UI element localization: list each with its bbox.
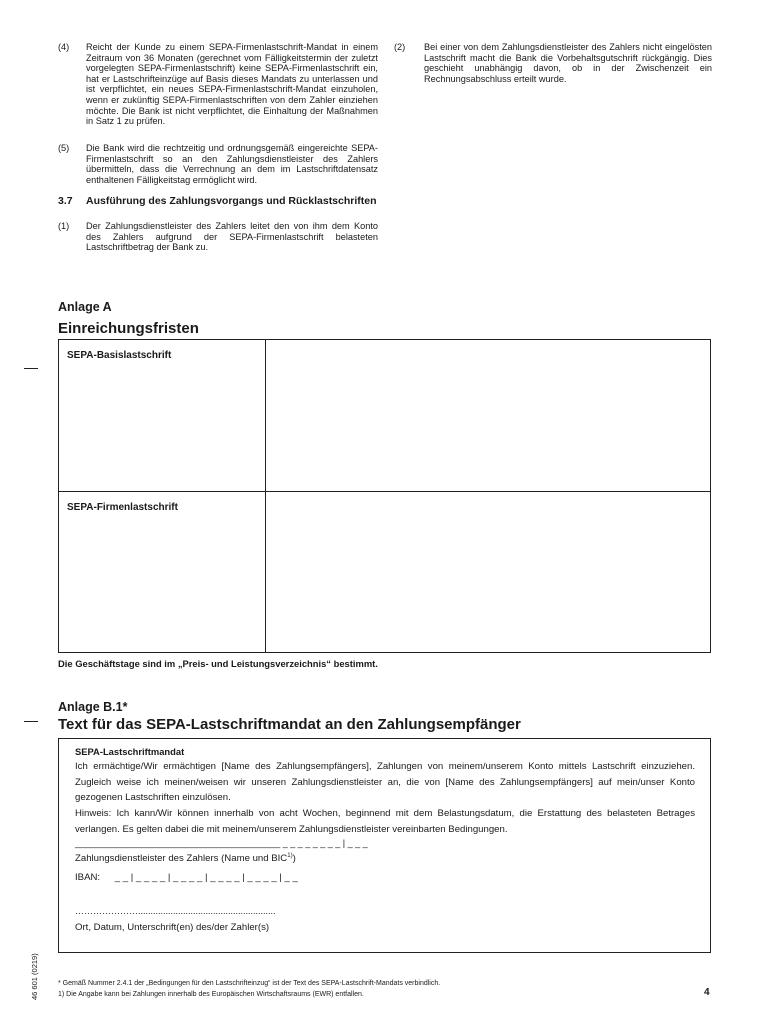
- anlage-a-label: Anlage A: [58, 300, 112, 314]
- margin-fold-mark: [24, 368, 38, 369]
- section-heading-3-7: [58, 195, 378, 207]
- anlage-a-title: Einreichungsfristen: [58, 320, 199, 337]
- item-text: Reicht der Kunde zu einem SEPA-Firmenlastschrift-Mandat in einem Zeitraum von 36 Monaten (gerechnet vom Fälligkeitstermin der zuletzt vorgelegten SEPA-Firmenlastschrift) keine SEPA-Firmenlastschrift ein, hat er Lastschrifteinzüge auf Basis dieses Mandats zu unterlassen und ist verpflichtet, ein neues SEPA-Firmenlastschrift-Mandat einzuholen, wenn er zukünftig SEPA-Firmenlastschriften von dem Zahler einziehen möchte. Die Bank ist nicht verpflichtet, die Einhaltung der Maßnahmen in Satz 1 zu prüfen.: [86, 42, 378, 127]
- mandat-box-title: SEPA-Lastschriftmandat: [75, 746, 185, 757]
- signature-dotted-line: ………………….......................................................: [75, 906, 276, 916]
- item-number: (1): [58, 221, 70, 231]
- footnote-1: 1) Die Angabe kann bei Zahlungen innerhalb des Europäischen Wirtschaftsraums (EWR) entfallen.: [58, 991, 364, 998]
- item-text: Bei einer von dem Zahlungsdienstleister des Zahlers nicht eingelösten Lastschrift macht die Bank die Vorbehaltsgutschrift rückgängig. Dies geschieht unabhängig davon, ob in der Zwischenzeit ein Rechnungsabschluss erteilt wurde.: [424, 42, 712, 84]
- item-number: (4): [58, 42, 70, 52]
- margin-fold-mark: [24, 721, 38, 722]
- row-value-basislastschrift: [266, 340, 711, 492]
- bic-entry-line: _________________________________________ _ _ _ _ _ _ _ _ | _ _ _: [75, 838, 368, 848]
- einreichungsfristen-table: [58, 339, 711, 653]
- bic-field-label: Zahlungsdienstleister des Zahlers (Name und BIC$^{1)}$): [75, 853, 296, 865]
- item-text: Der Zahlungsdienstleister des Zahlers leitet den von ihm dem Konto des Zahlers aufgrund der SEPA-Firmenlastschrift belasteten Lastschriftbetrag der Bank zu.: [86, 221, 378, 253]
- iban-field: [75, 870, 695, 886]
- iban-entry-pattern: _ _ | _ _ _ _ | _ _ _ _ | _ _ _ _ | _ _ _ _ | _ _: [114, 872, 298, 883]
- paragraph-item-2: [394, 42, 712, 84]
- paragraph-item-1: [58, 221, 378, 253]
- iban-label: IBAN:: [75, 872, 101, 883]
- row-value-firmenlastschrift: [266, 492, 711, 653]
- row-label-firmenlastschrift: SEPA-Firmenlastschrift: [59, 492, 266, 653]
- section-title: Ausführung des Zahlungsvorgangs und Rücklastschriften: [86, 195, 377, 207]
- sepa-mandat-box: [58, 738, 711, 953]
- anlage-b1-title: Text für das SEPA-Lastschriftmandat an den Zahlungsempfänger: [58, 716, 521, 733]
- anlage-b1-label: Anlage B.1*: [58, 700, 128, 714]
- paragraph-item-4: [58, 42, 378, 127]
- signature-label: Ort, Datum, Unterschrift(en) des/der Zahler(s): [75, 922, 270, 933]
- item-number: (2): [394, 42, 406, 52]
- mandat-hinweis-text: Hinweis: Ich kann/Wir können innerhalb von acht Wochen, beginnend mit dem Belastungsdatum, die Erstattung des belasteten Betrages verlangen. Es gelten dabei die mit meinem/unserem Zahlungsdienstleister vereinbarten Bedingungen.: [75, 808, 695, 835]
- mandat-authorization-text: Ich ermächtige/Wir ermächtigen [Name des Zahlungsempfängers], Zahlungen von meinem/unserem Konto mittels Lastschrift einzuziehen. Zugleich weise ich meinen/weisen wir unseren Zahlungsdienstleister an, die von [Name des Zahlungsempfängers] auf mein/unser Konto gezogenen Lastschriften einzulösen.: [75, 761, 695, 803]
- footnote-asterisk: * Gemäß Nummer 2.4.1 der „Bedingungen für den Lastschrifteinzug“ ist der Text des SEPA-Lastschrift-Mandats verbindlich.: [58, 980, 441, 987]
- geschaeftstage-note: Die Geschäftstage sind im „Preis- und Leistungsverzeichnis“ bestimmt.: [58, 658, 378, 669]
- section-number: 3.7: [58, 195, 73, 207]
- paragraph-item-5: [58, 143, 378, 185]
- form-code-vertical: 46 601 (0219): [30, 953, 39, 1000]
- item-text: Die Bank wird die rechtzeitig und ordnungsgemäß eingereichte SEPA-Firmenlastschrift so an den Zahlungsdienstleister des Zahlers übermitteln, dass die Verrechnung an dem im Lastschriftdatensatz enthaltenen Fälligkeitstag ermöglicht wird.: [86, 143, 378, 185]
- page-number: 4: [704, 987, 710, 998]
- item-number: (5): [58, 143, 70, 153]
- row-label-basislastschrift: SEPA-Basislastschrift: [59, 340, 266, 492]
